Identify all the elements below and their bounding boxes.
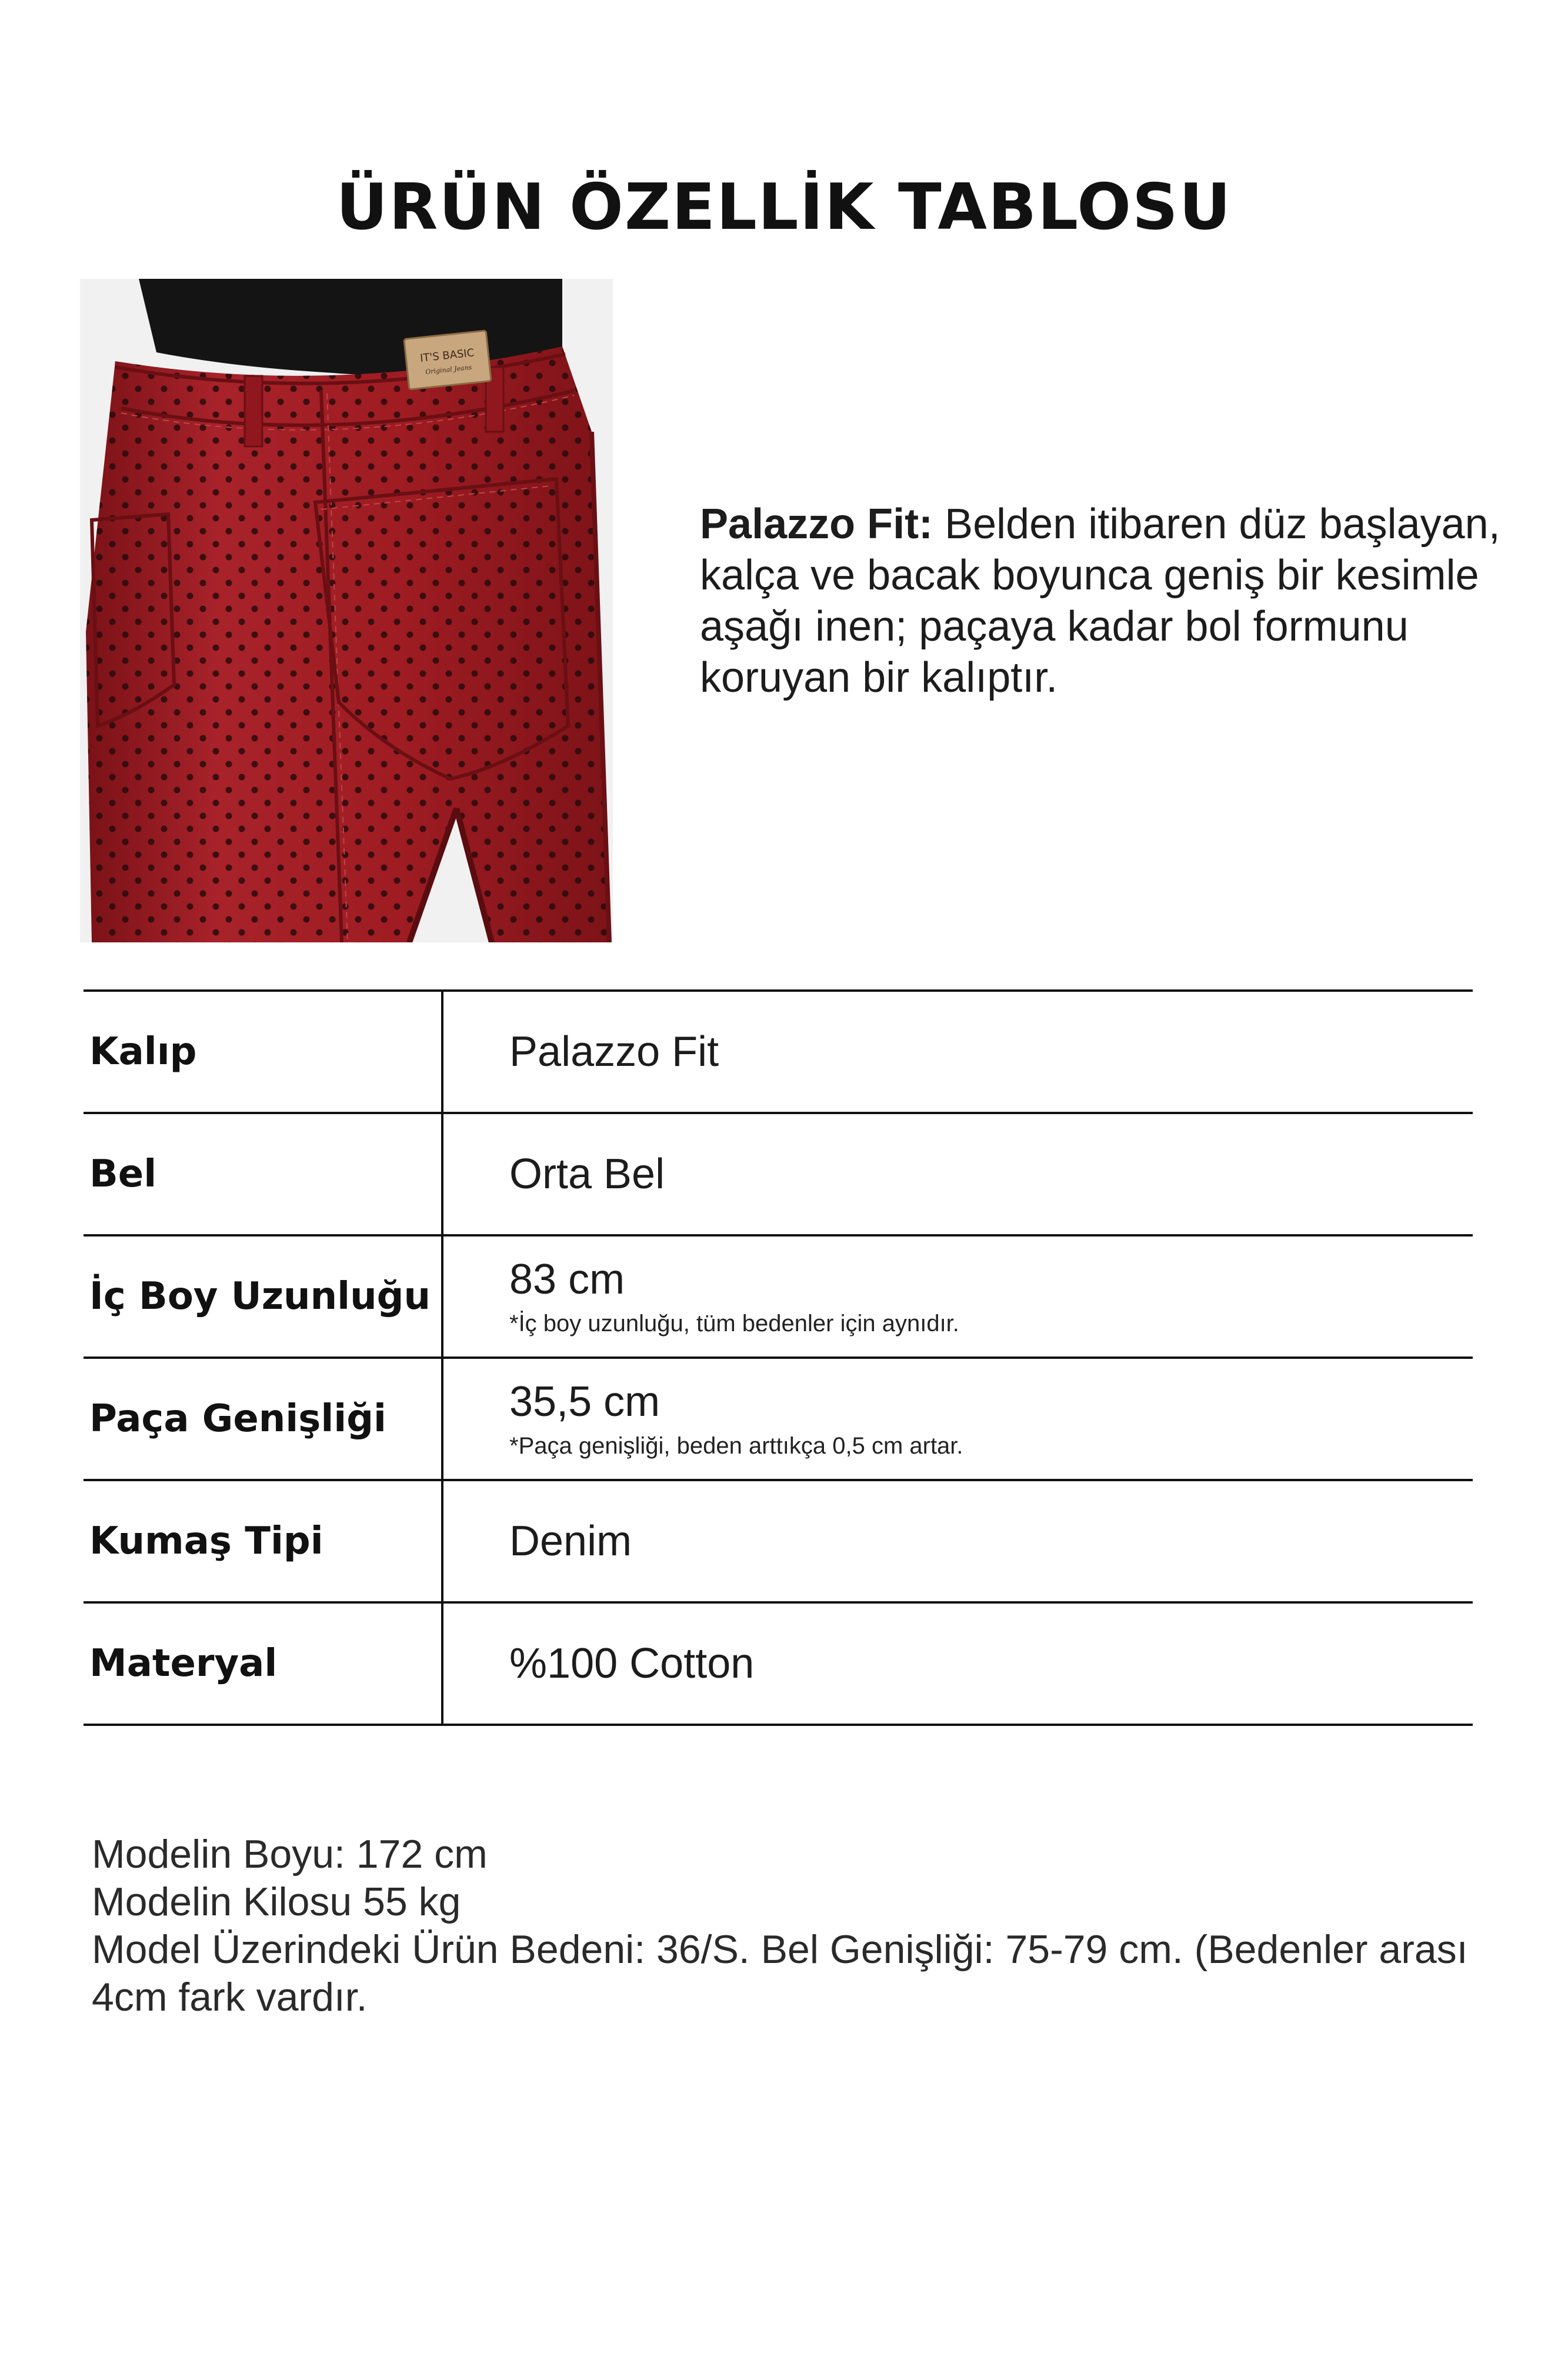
model-size: Model Üzerindeki Ürün Bedeni: 36/S. Bel Genişliği: 75-79 cm. (Bedenler arası 4cm fark vardır. bbox=[92, 1927, 1468, 2019]
spec-table bbox=[84, 989, 1473, 1726]
spec-label: İç Boy Uzunluğu bbox=[84, 1235, 442, 1358]
spec-value-text: 83 cm bbox=[509, 1256, 625, 1303]
table-row bbox=[84, 991, 1473, 1113]
spec-value bbox=[442, 1480, 1473, 1602]
spec-value bbox=[442, 1602, 1473, 1725]
page-title: ÜRÜN ÖZELLİK TABLOSU bbox=[336, 171, 1232, 244]
model-height: Modelin Boyu: 172 cm bbox=[92, 1832, 488, 1877]
spec-value bbox=[442, 1113, 1473, 1235]
table-row bbox=[84, 1235, 1473, 1358]
model-weight: Modelin Kilosu 55 kg bbox=[92, 1879, 461, 1924]
table-row bbox=[84, 1358, 1473, 1480]
spec-note: *İç boy uzunluğu, tüm bedenler için aynıdır. bbox=[509, 1311, 959, 1337]
spec-value-text: 35,5 cm bbox=[509, 1378, 660, 1425]
product-photo bbox=[80, 279, 613, 942]
spec-label: Kalıp bbox=[84, 991, 442, 1113]
spec-label: Bel bbox=[84, 1113, 442, 1235]
svg-text:Original Jeans: Original Jeans bbox=[425, 363, 472, 376]
table-row bbox=[84, 1113, 1473, 1235]
fit-description bbox=[700, 499, 1512, 704]
spec-value bbox=[442, 991, 1473, 1113]
svg-text:IT'S BASIC: IT'S BASIC bbox=[419, 346, 475, 365]
spec-label: Paça Genişliği bbox=[84, 1358, 442, 1480]
spec-value bbox=[442, 1235, 1473, 1358]
spec-label: Materyal bbox=[84, 1602, 442, 1725]
spec-note: *Paça genişliği, beden arttıkça 0,5 cm artar. bbox=[509, 1433, 963, 1459]
spec-value bbox=[442, 1358, 1473, 1480]
fit-name: Palazzo Fit: bbox=[700, 501, 933, 548]
model-info bbox=[92, 1831, 1492, 2021]
fit-text: Belden itibaren düz başlayan, kalça ve bacak boyunca geniş bir kesimle aşağı inen; paçaya kadar bol formunu koruyan bir kalıptır. bbox=[700, 501, 1500, 701]
spec-value-text: Orta Bel bbox=[509, 1151, 665, 1198]
spec-value-text: Palazzo Fit bbox=[509, 1028, 719, 1075]
table-row bbox=[84, 1480, 1473, 1602]
spec-label: Kumaş Tipi bbox=[84, 1480, 442, 1602]
table-row bbox=[84, 1602, 1473, 1725]
spec-value-text: %100 Cotton bbox=[509, 1640, 755, 1687]
spec-value-text: Denim bbox=[509, 1518, 632, 1565]
